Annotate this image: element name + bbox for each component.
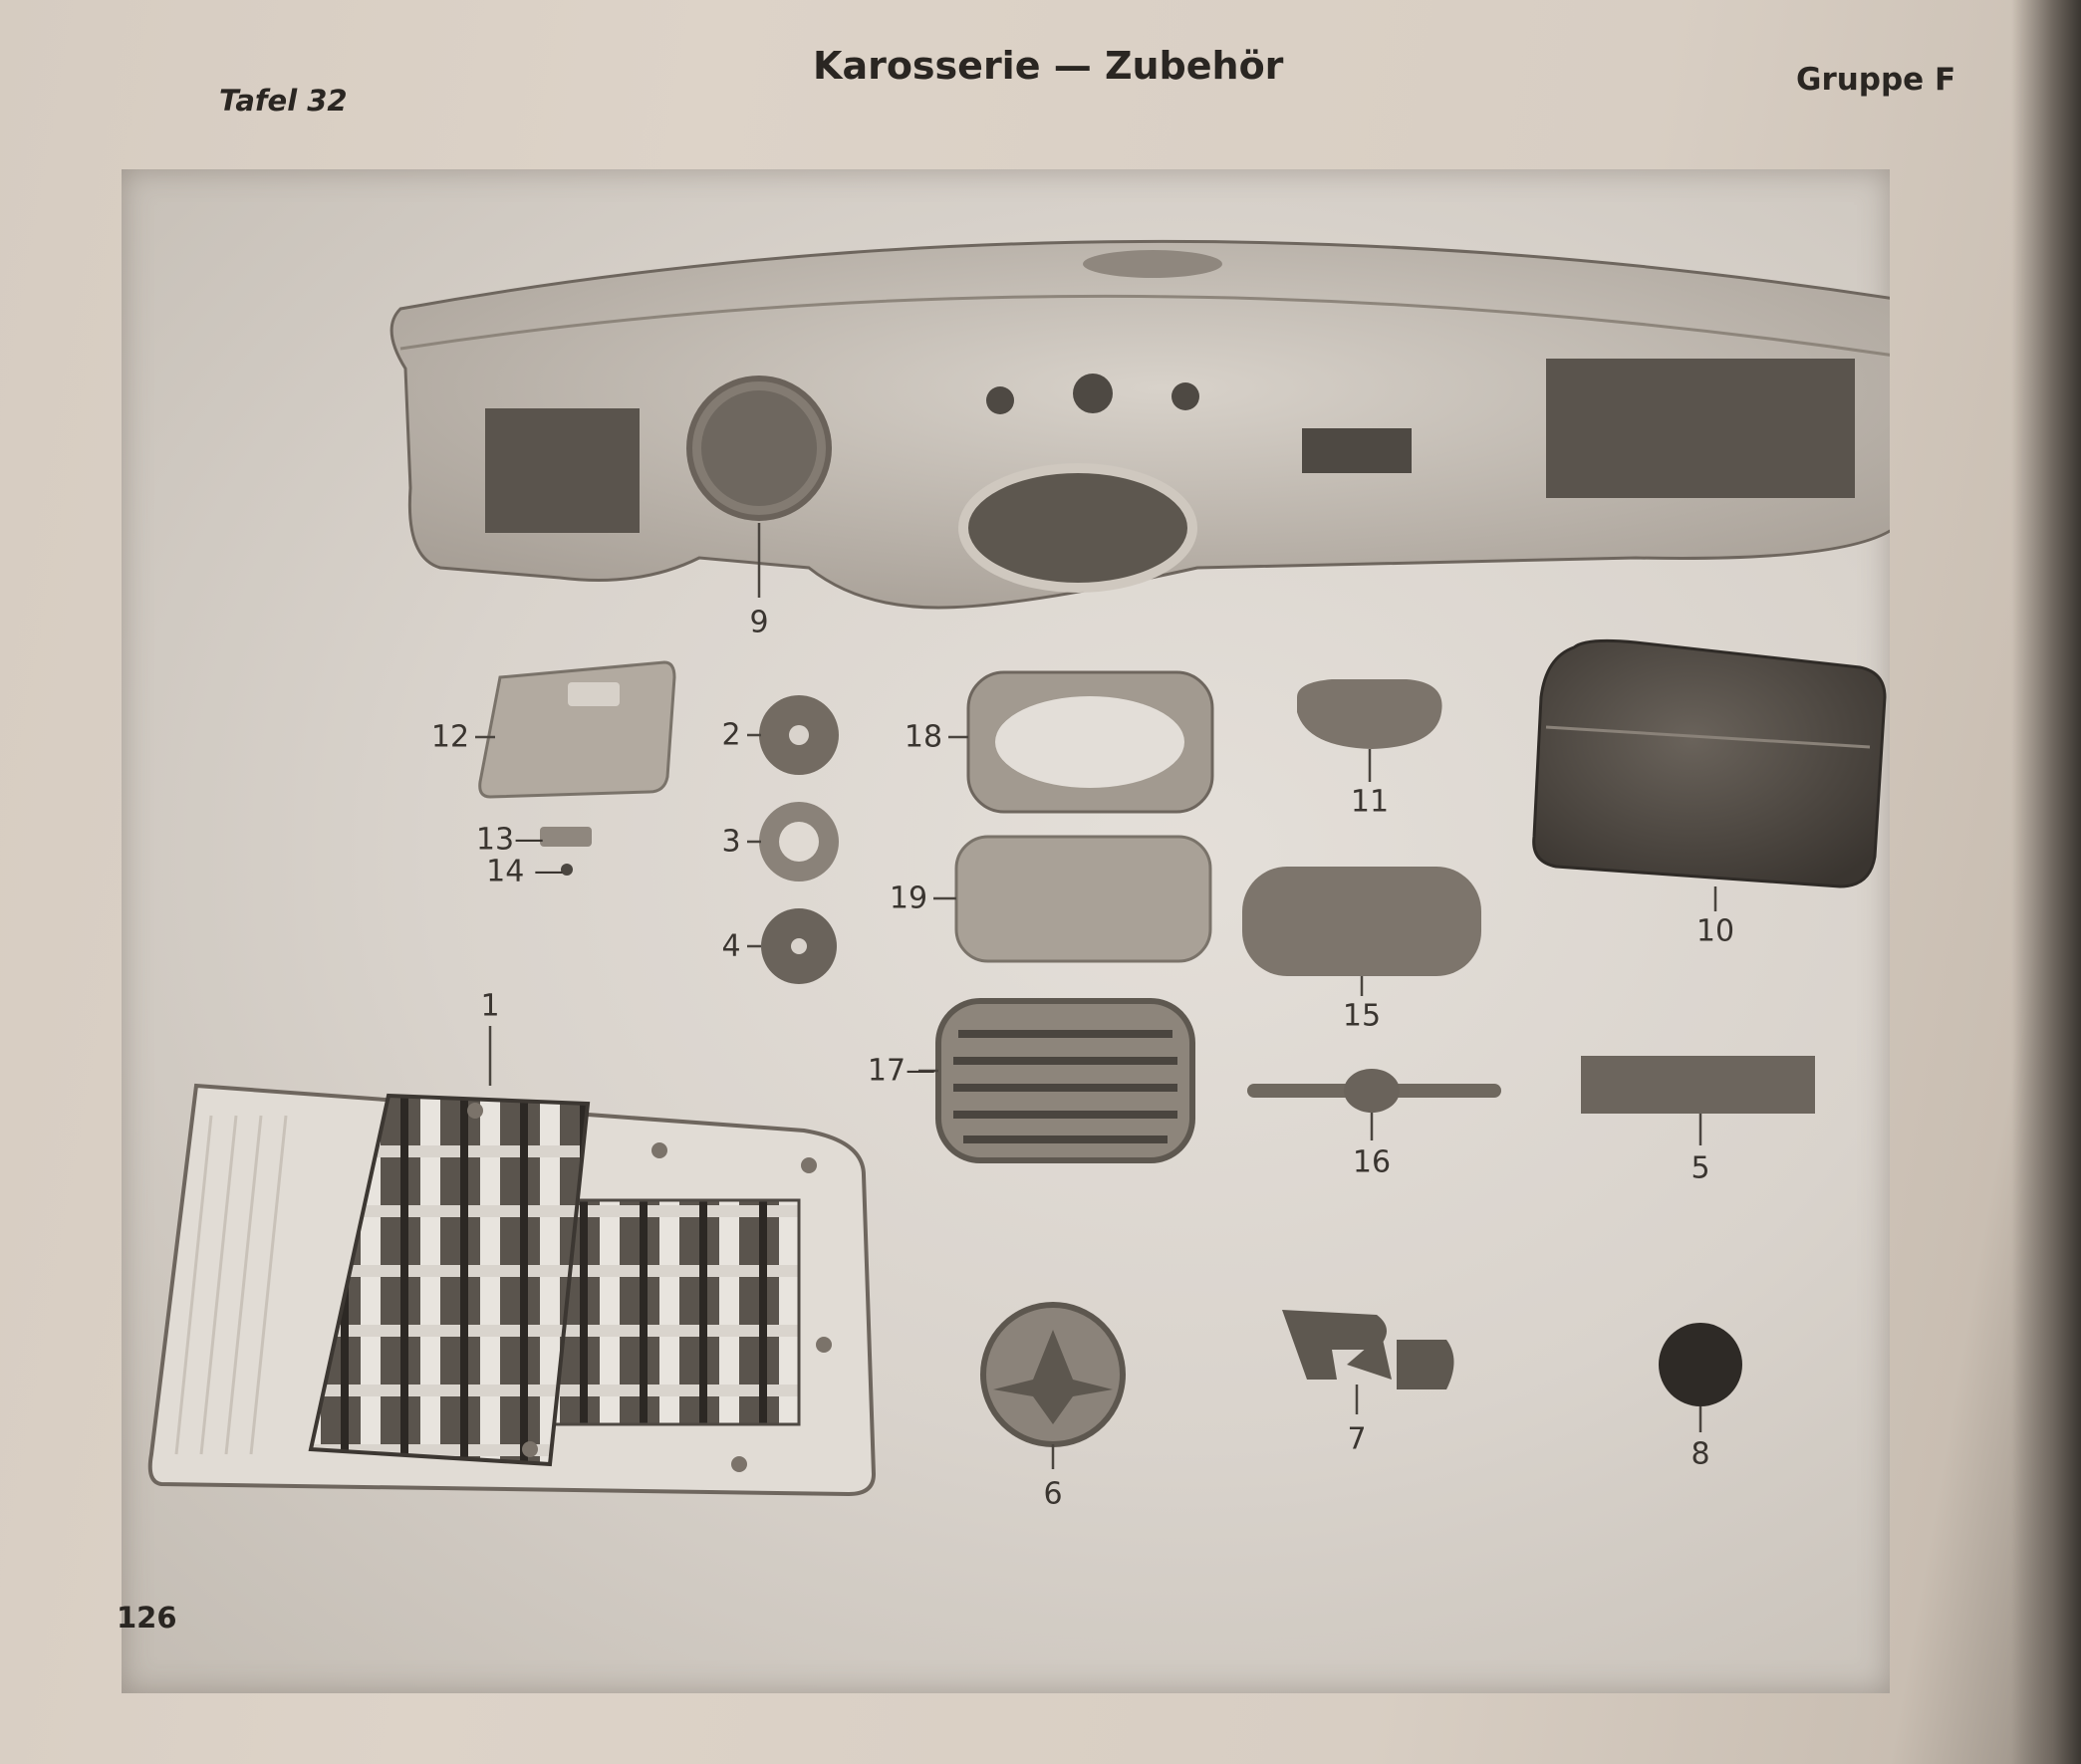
group-label: Gruppe F — [1796, 62, 1956, 98]
part-19-cloth — [956, 837, 1210, 961]
callout-16: 16 — [1352, 1144, 1392, 1180]
callout-5: 5 — [1691, 1150, 1710, 1186]
part-18-frame — [968, 672, 1212, 812]
part-9-dashboard — [391, 241, 1890, 608]
part-11-knob — [1297, 679, 1442, 749]
callout-1: 1 — [480, 988, 500, 1024]
part-7-badge — [1282, 1310, 1454, 1389]
page-title: Karosserie — Zubehör — [813, 44, 1284, 88]
callout-3: 3 — [721, 824, 741, 860]
plate-label: Tafel 32 — [219, 84, 348, 118]
callout-18: 18 — [904, 719, 943, 755]
part-12-lid — [480, 662, 674, 797]
callout-8: 8 — [1691, 1436, 1710, 1472]
page-number: 126 — [117, 1601, 177, 1635]
callout-9: 9 — [749, 605, 769, 640]
callout-10: 10 — [1695, 913, 1735, 949]
part-6-emblem — [983, 1305, 1123, 1444]
callout-7: 7 — [1347, 1421, 1367, 1457]
callout-19: 19 — [889, 881, 928, 916]
callout-12: 12 — [430, 719, 470, 755]
part-13 — [540, 827, 592, 847]
callout-15: 15 — [1342, 998, 1382, 1034]
part-5-strip — [1581, 1056, 1815, 1114]
callout-11: 11 — [1350, 784, 1390, 820]
part-10-glovebox — [1534, 640, 1885, 886]
part-16-trim — [1247, 1069, 1501, 1113]
parts-drawing — [122, 169, 1890, 1693]
part-1-liner — [150, 1086, 874, 1494]
parts-illustration — [122, 169, 1890, 1693]
page-edge-shadow — [2011, 0, 2081, 1764]
part-3-washer — [759, 802, 839, 882]
callout-2: 2 — [721, 717, 741, 753]
callout-6: 6 — [1043, 1476, 1063, 1512]
callout-13: 13— — [475, 822, 545, 858]
part-8-disc — [1659, 1323, 1742, 1406]
callout-4: 4 — [721, 928, 741, 964]
part-4-washer — [761, 908, 837, 984]
part-17-grille — [938, 1001, 1192, 1160]
callout-17: 17— — [867, 1053, 936, 1089]
part-15-plate — [1242, 867, 1481, 976]
callout-14: 14 — — [486, 854, 564, 889]
part-2-washer — [759, 695, 839, 775]
